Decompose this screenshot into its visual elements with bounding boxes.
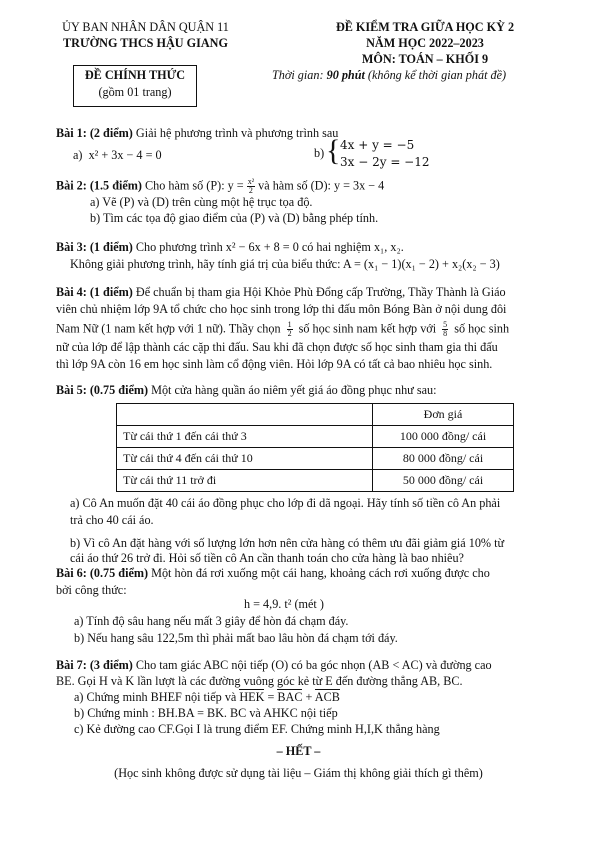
bai1-a-label: a) (73, 148, 83, 162)
bai5-a-line1: a) Cô An muốn đặt 40 cái áo đồng phục cho lớp đi dã ngoại. Hãy tính số tiền cô An phải (70, 496, 501, 510)
bai3-heading (56, 240, 404, 255)
bai7-a-plus: + (305, 690, 313, 704)
bai5-heading (56, 383, 436, 398)
bai7-a-eq: = (267, 690, 275, 704)
exam-title: ĐỀ KIỂM TRA GIỮA HỌC KỲ 2 (335, 20, 515, 34)
angle-acb: ACB (314, 690, 340, 704)
time-suffix: (không kể thời gian phát đề) (367, 68, 507, 82)
bai4-frac1-den: 2 (287, 329, 292, 338)
bai5-a-line2: trả cho 40 cái áo. (70, 513, 154, 527)
school-name: TRƯỜNG THCS HẬU GIANG (63, 36, 228, 50)
bai4-title: Bài 4: (1 điểm) (56, 285, 133, 299)
bai1-a (73, 148, 162, 163)
time-prefix: Thời gian: (272, 68, 324, 82)
bai6-a: a) Tính độ sâu hang nếu mất 3 giây để hòn đá chạm đáy. (74, 614, 349, 628)
bai6-b: b) Nếu hang sâu 122,5m thì phải mất bao lâu hòn đá chạm tới đáy. (74, 631, 398, 645)
bai3-title: Bài 3: (1 điểm) (56, 240, 133, 254)
bai7-c: c) Kẻ đường cao CF.Gọi I là trung điểm EF. Chứng minh H,I,K thẳng hàng (74, 722, 440, 736)
bai6-formula: h = 4,9. t² (mét ) (244, 597, 324, 611)
bai4-frac2-den: 8 (443, 329, 448, 338)
bai4-line3-pre: Nam Nữ (1 nam kết hợp với 1 nữ). Thầy chọn (56, 321, 281, 336)
bai5-b-line2: cái áo thứ 26 trở đi. Hỏi số tiền cô An cần thanh toán cho cửa hàng là bao nhiêu? (70, 551, 464, 565)
footer-note: (Học sinh không được sử dụng tài liệu – Giám thị không giải thích gì thêm) (114, 766, 483, 780)
bai4-text1: Để chuẩn bị tham gia Hội Khỏe Phù Đổng cấp Trường, Thầy Thành là Giáo (135, 285, 506, 299)
bai5-b-line1: b) Vì cô An đặt hàng với số lượng lớn hơn nên cửa hàng có thêm ưu đãi giảm giá 10% từ (70, 536, 505, 550)
bai2-frac-den: 2 (248, 186, 253, 195)
bai4-fraction-1 (287, 321, 293, 338)
bai4-frac1-num: 1 (287, 320, 292, 329)
bai7-a-text: a) Chứng minh BHEF nội tiếp và (74, 690, 237, 704)
time-value: 90 phút (326, 68, 365, 82)
bai4-frac2-num: 5 (443, 320, 448, 329)
district-name: ỦY BAN NHÂN DÂN QUẬN 11 (62, 20, 229, 34)
bai2-fraction (247, 178, 255, 195)
table-cell: Từ cái thứ 1 đến cái thứ 3 (117, 426, 373, 448)
table-cell: 50 000 đồng/ cái (373, 470, 514, 492)
table-row (117, 470, 514, 492)
table-cell: 80 000 đồng/ cái (373, 448, 514, 470)
bai7-a (74, 690, 340, 705)
bai6-text1: Một hòn đá rơi xuống một cái hang, khoảng cách rơi xuống được cho (151, 566, 490, 580)
bai1-b-label: b) (314, 146, 325, 160)
pages-note: (gồm 01 trang) (98, 85, 172, 99)
bai2-text-post: và hàm số (D): y = 3x − 4 (258, 178, 385, 193)
bai6-line2: bởi công thức: (56, 583, 127, 597)
bai2-frac-num: x² (247, 177, 255, 186)
bai7-b: b) Chứng minh : BH.BA = BK. BC và AHKC nội tiếp (74, 706, 338, 720)
table-header-cell: Đơn giá (373, 404, 514, 426)
bai7-heading (56, 658, 492, 673)
bai1-b-eq2: 3x − 2y = −12 (340, 155, 430, 169)
bai3-line2: Không giải phương trình, hãy tính giá trị của biểu thức: A = (x₁ − 1)(x₁ − 2) + x₂(x₂ − 3) (70, 257, 500, 271)
table-header-row (117, 404, 514, 426)
bai2-title: Bài 2: (1.5 điểm) (56, 178, 142, 193)
table-row (117, 426, 514, 448)
table-row (117, 448, 514, 470)
bai1-heading (56, 126, 338, 141)
bai4-line1 (56, 285, 506, 300)
time-info (272, 68, 506, 83)
table-cell: 100 000 đồng/ cái (373, 426, 514, 448)
bai1-b-eq1: 4x + y = −5 (340, 138, 415, 152)
bai4-line2: viên chủ nhiệm lớp 9A tổ chức cho học sinh trong lớp thi đấu môn Bóng Bàn ở nội dung đôi (56, 302, 507, 316)
end-marker: – HẾT – (276, 744, 321, 758)
bai3-text: Cho phương trình x² − 6x + 8 = 0 có hai nghiệm x₁, x₂. (135, 240, 404, 254)
official-label: ĐỀ CHÍNH THỨC (84, 68, 186, 82)
bai4-fraction-2 (442, 321, 448, 338)
price-table (116, 403, 514, 492)
brace-icon: { (326, 134, 341, 167)
bai2-b: b) Tìm các tọa độ giao điểm của (P) và (D) bằng phép tính. (90, 211, 379, 225)
bai4-line5: thì lớp 9A còn 16 em học sinh làm cổ động viên. Hỏi lớp 9A có tất cả bao nhiêu học sinh. (56, 357, 493, 371)
bai7-text1: Cho tam giác ABC nội tiếp (O) có ba góc nhọn (AB < AC) và đường cao (135, 658, 492, 672)
table-cell: Từ cái thứ 4 đến cái thứ 10 (117, 448, 373, 470)
angle-bac: BAC (277, 690, 303, 704)
bai6-title: Bài 6: (0.75 điểm) (56, 566, 149, 580)
bai7-line2: BE. Gọi H và K lần lượt là các đường vuông góc kẻ từ E đến đường thẳng AB, BC. (56, 674, 463, 688)
bai1-title: Bài 1: (2 điểm) (56, 126, 133, 140)
bai4-line4: nữ của lớp để lập thành các cặp thi đấu. Sau khi đã chọn được số học sinh tham gia thi đấu (56, 340, 498, 354)
subject: MÔN: TOÁN – KHỐI 9 (361, 52, 489, 66)
bai2-heading (56, 178, 384, 195)
table-cell: Từ cái thứ 11 trở đi (117, 470, 373, 492)
angle-hek: HEK (239, 690, 265, 704)
bai1-text: Giải hệ phương trình và phương trình sau (135, 126, 339, 140)
bai4-line3-post: số học sinh (454, 321, 510, 336)
bai7-title: Bài 7: (3 điểm) (56, 658, 133, 672)
bai4-line3-mid: số học sinh nam kết hợp với (298, 321, 437, 336)
bai4-line3 (56, 321, 509, 338)
bai2-a: a) Vẽ (P) và (D) trên cùng một hệ trục tọa độ. (90, 195, 313, 209)
bai5-text: Một cửa hàng quần áo niêm yết giá áo đồng phục như sau: (151, 383, 437, 397)
bai5-title: Bài 5: (0.75 điểm) (56, 383, 149, 397)
table-header-cell (117, 404, 373, 426)
bai1-a-expr: x² + 3x − 4 = 0 (88, 148, 162, 162)
bai6-heading (56, 566, 490, 581)
school-year: NĂM HỌC 2022–2023 (366, 36, 484, 50)
bai2-text-pre: Cho hàm số (P): y = (145, 178, 244, 193)
